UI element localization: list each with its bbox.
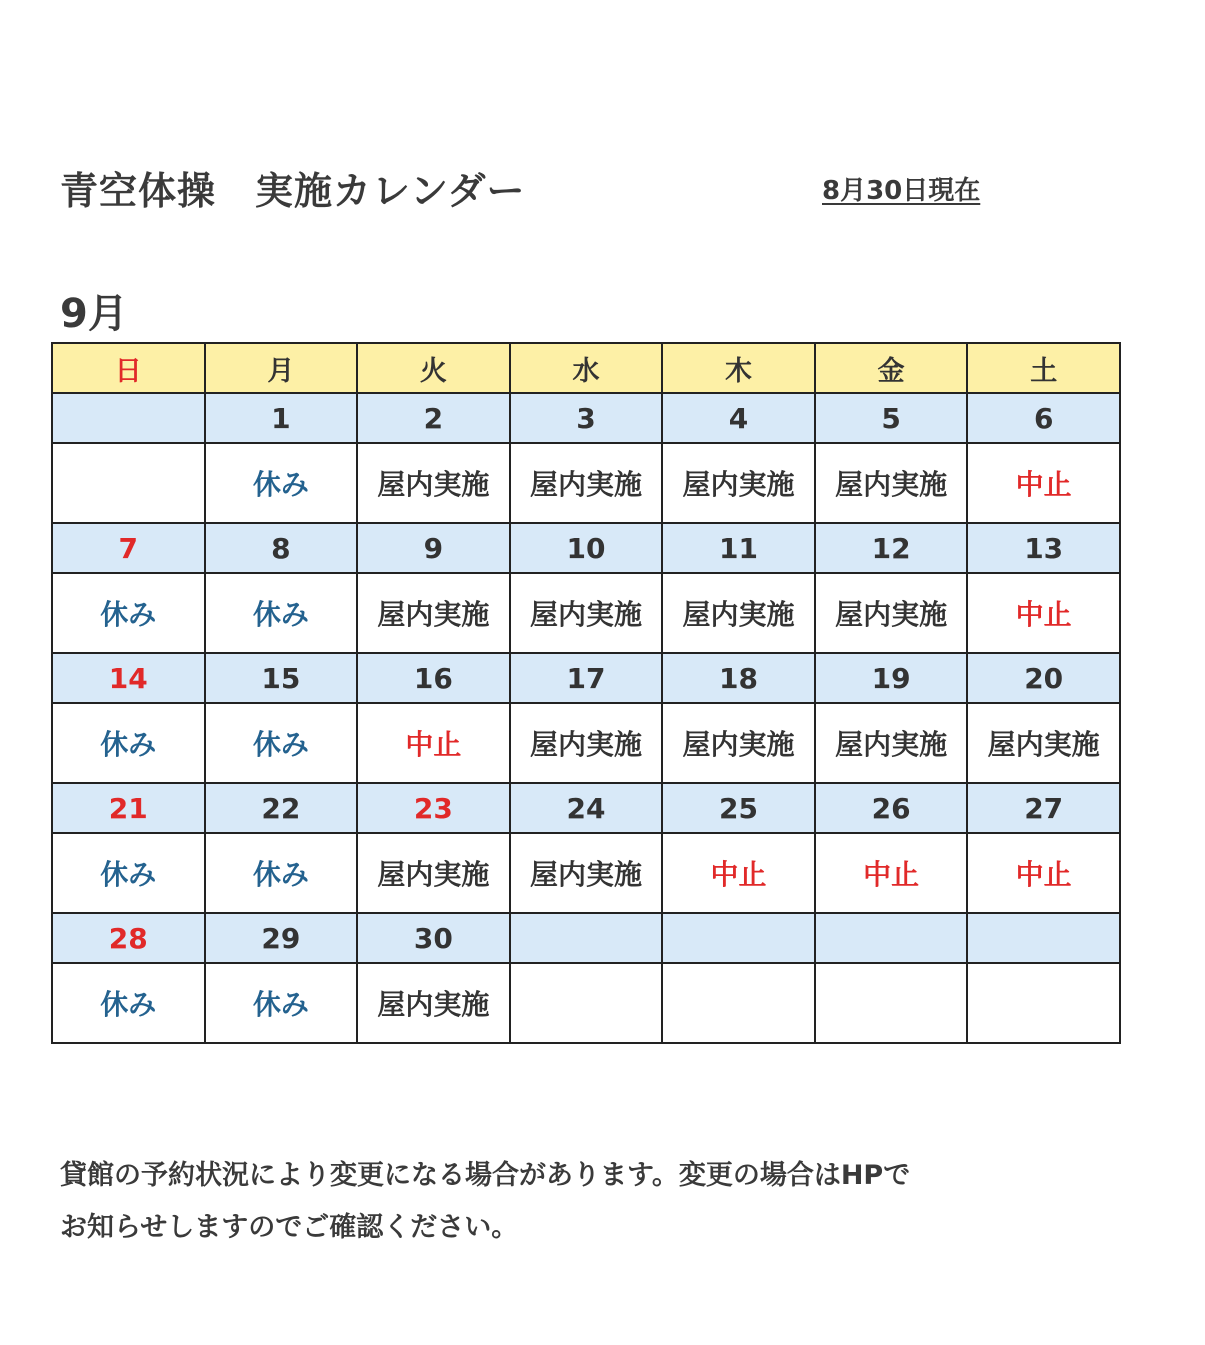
date-cell: 18 [662,653,815,703]
date-cell: 25 [662,783,815,833]
date-cell: 2 [357,393,510,443]
date-cell: 14 [52,653,205,703]
status-cell: 休み [205,573,358,653]
date-cell [52,393,205,443]
weekday-mon: 月 [205,343,358,393]
status-row [52,833,1120,913]
status-cell: 屋内実施 [510,443,663,523]
notice-text [60,1150,910,1254]
status-cell: 中止 [967,443,1120,523]
status-cell: 休み [52,703,205,783]
date-cell: 15 [205,653,358,703]
month-label: 9月 [60,291,128,337]
status-row [52,573,1120,653]
status-cell: 屋内実施 [662,573,815,653]
date-cell [510,913,663,963]
date-cell: 21 [52,783,205,833]
status-cell: 屋内実施 [815,443,968,523]
status-row [52,443,1120,523]
status-cell: 屋内実施 [510,703,663,783]
date-cell: 24 [510,783,663,833]
page-title: 青空体操 実施カレンダー [60,169,526,213]
weekday-wed: 水 [510,343,663,393]
date-cell: 9 [357,523,510,573]
status-cell: 中止 [815,833,968,913]
date-cell: 30 [357,913,510,963]
date-cell: 23 [357,783,510,833]
date-cell [815,913,968,963]
status-cell [52,443,205,523]
status-cell: 屋内実施 [815,703,968,783]
status-cell: 中止 [967,573,1120,653]
status-row [52,963,1120,1043]
date-cell: 26 [815,783,968,833]
date-cell: 6 [967,393,1120,443]
date-cell: 4 [662,393,815,443]
date-row [52,913,1120,963]
date-cell: 27 [967,783,1120,833]
status-cell: 休み [205,703,358,783]
weekday-sun: 日 [52,343,205,393]
date-cell [662,913,815,963]
status-cell [967,963,1120,1043]
status-cell: 休み [205,833,358,913]
status-cell: 屋内実施 [357,963,510,1043]
weekday-thu: 木 [662,343,815,393]
status-cell: 屋内実施 [357,573,510,653]
date-cell: 1 [205,393,358,443]
date-cell: 16 [357,653,510,703]
status-cell: 屋内実施 [662,703,815,783]
status-cell [815,963,968,1043]
date-cell: 12 [815,523,968,573]
date-row [52,783,1120,833]
notice-line-2: お知らせしますのでご確認ください。 [60,1212,519,1243]
date-cell [967,913,1120,963]
status-cell: 中止 [967,833,1120,913]
date-row [52,393,1120,443]
date-row [52,523,1120,573]
status-cell: 屋内実施 [967,703,1120,783]
status-cell [662,963,815,1043]
status-cell: 屋内実施 [357,443,510,523]
weekday-fri: 金 [815,343,968,393]
status-cell: 中止 [662,833,815,913]
date-cell: 13 [967,523,1120,573]
date-cell: 7 [52,523,205,573]
status-row [52,703,1120,783]
calendar-table [51,342,1121,1044]
date-cell: 22 [205,783,358,833]
status-cell: 休み [52,833,205,913]
date-cell: 29 [205,913,358,963]
date-cell: 11 [662,523,815,573]
notice-line-1: 貸館の予約状況により変更になる場合があります。変更の場合はHPで [60,1160,911,1191]
as-of-date: 8月30日現在 [822,176,981,206]
date-cell: 28 [52,913,205,963]
status-cell: 休み [52,963,205,1043]
status-cell: 中止 [357,703,510,783]
status-cell: 屋内実施 [357,833,510,913]
date-cell: 20 [967,653,1120,703]
status-cell [510,963,663,1043]
date-cell: 5 [815,393,968,443]
date-cell: 8 [205,523,358,573]
status-cell: 屋内実施 [510,833,663,913]
status-cell: 休み [52,573,205,653]
weekday-tue: 火 [357,343,510,393]
weekday-sat: 土 [967,343,1120,393]
status-cell: 屋内実施 [815,573,968,653]
date-cell: 17 [510,653,663,703]
date-cell: 3 [510,393,663,443]
date-row [52,653,1120,703]
date-cell: 10 [510,523,663,573]
status-cell: 屋内実施 [662,443,815,523]
date-cell: 19 [815,653,968,703]
status-cell: 休み [205,443,358,523]
status-cell: 屋内実施 [510,573,663,653]
weekday-header-row [52,343,1120,393]
status-cell: 休み [205,963,358,1043]
